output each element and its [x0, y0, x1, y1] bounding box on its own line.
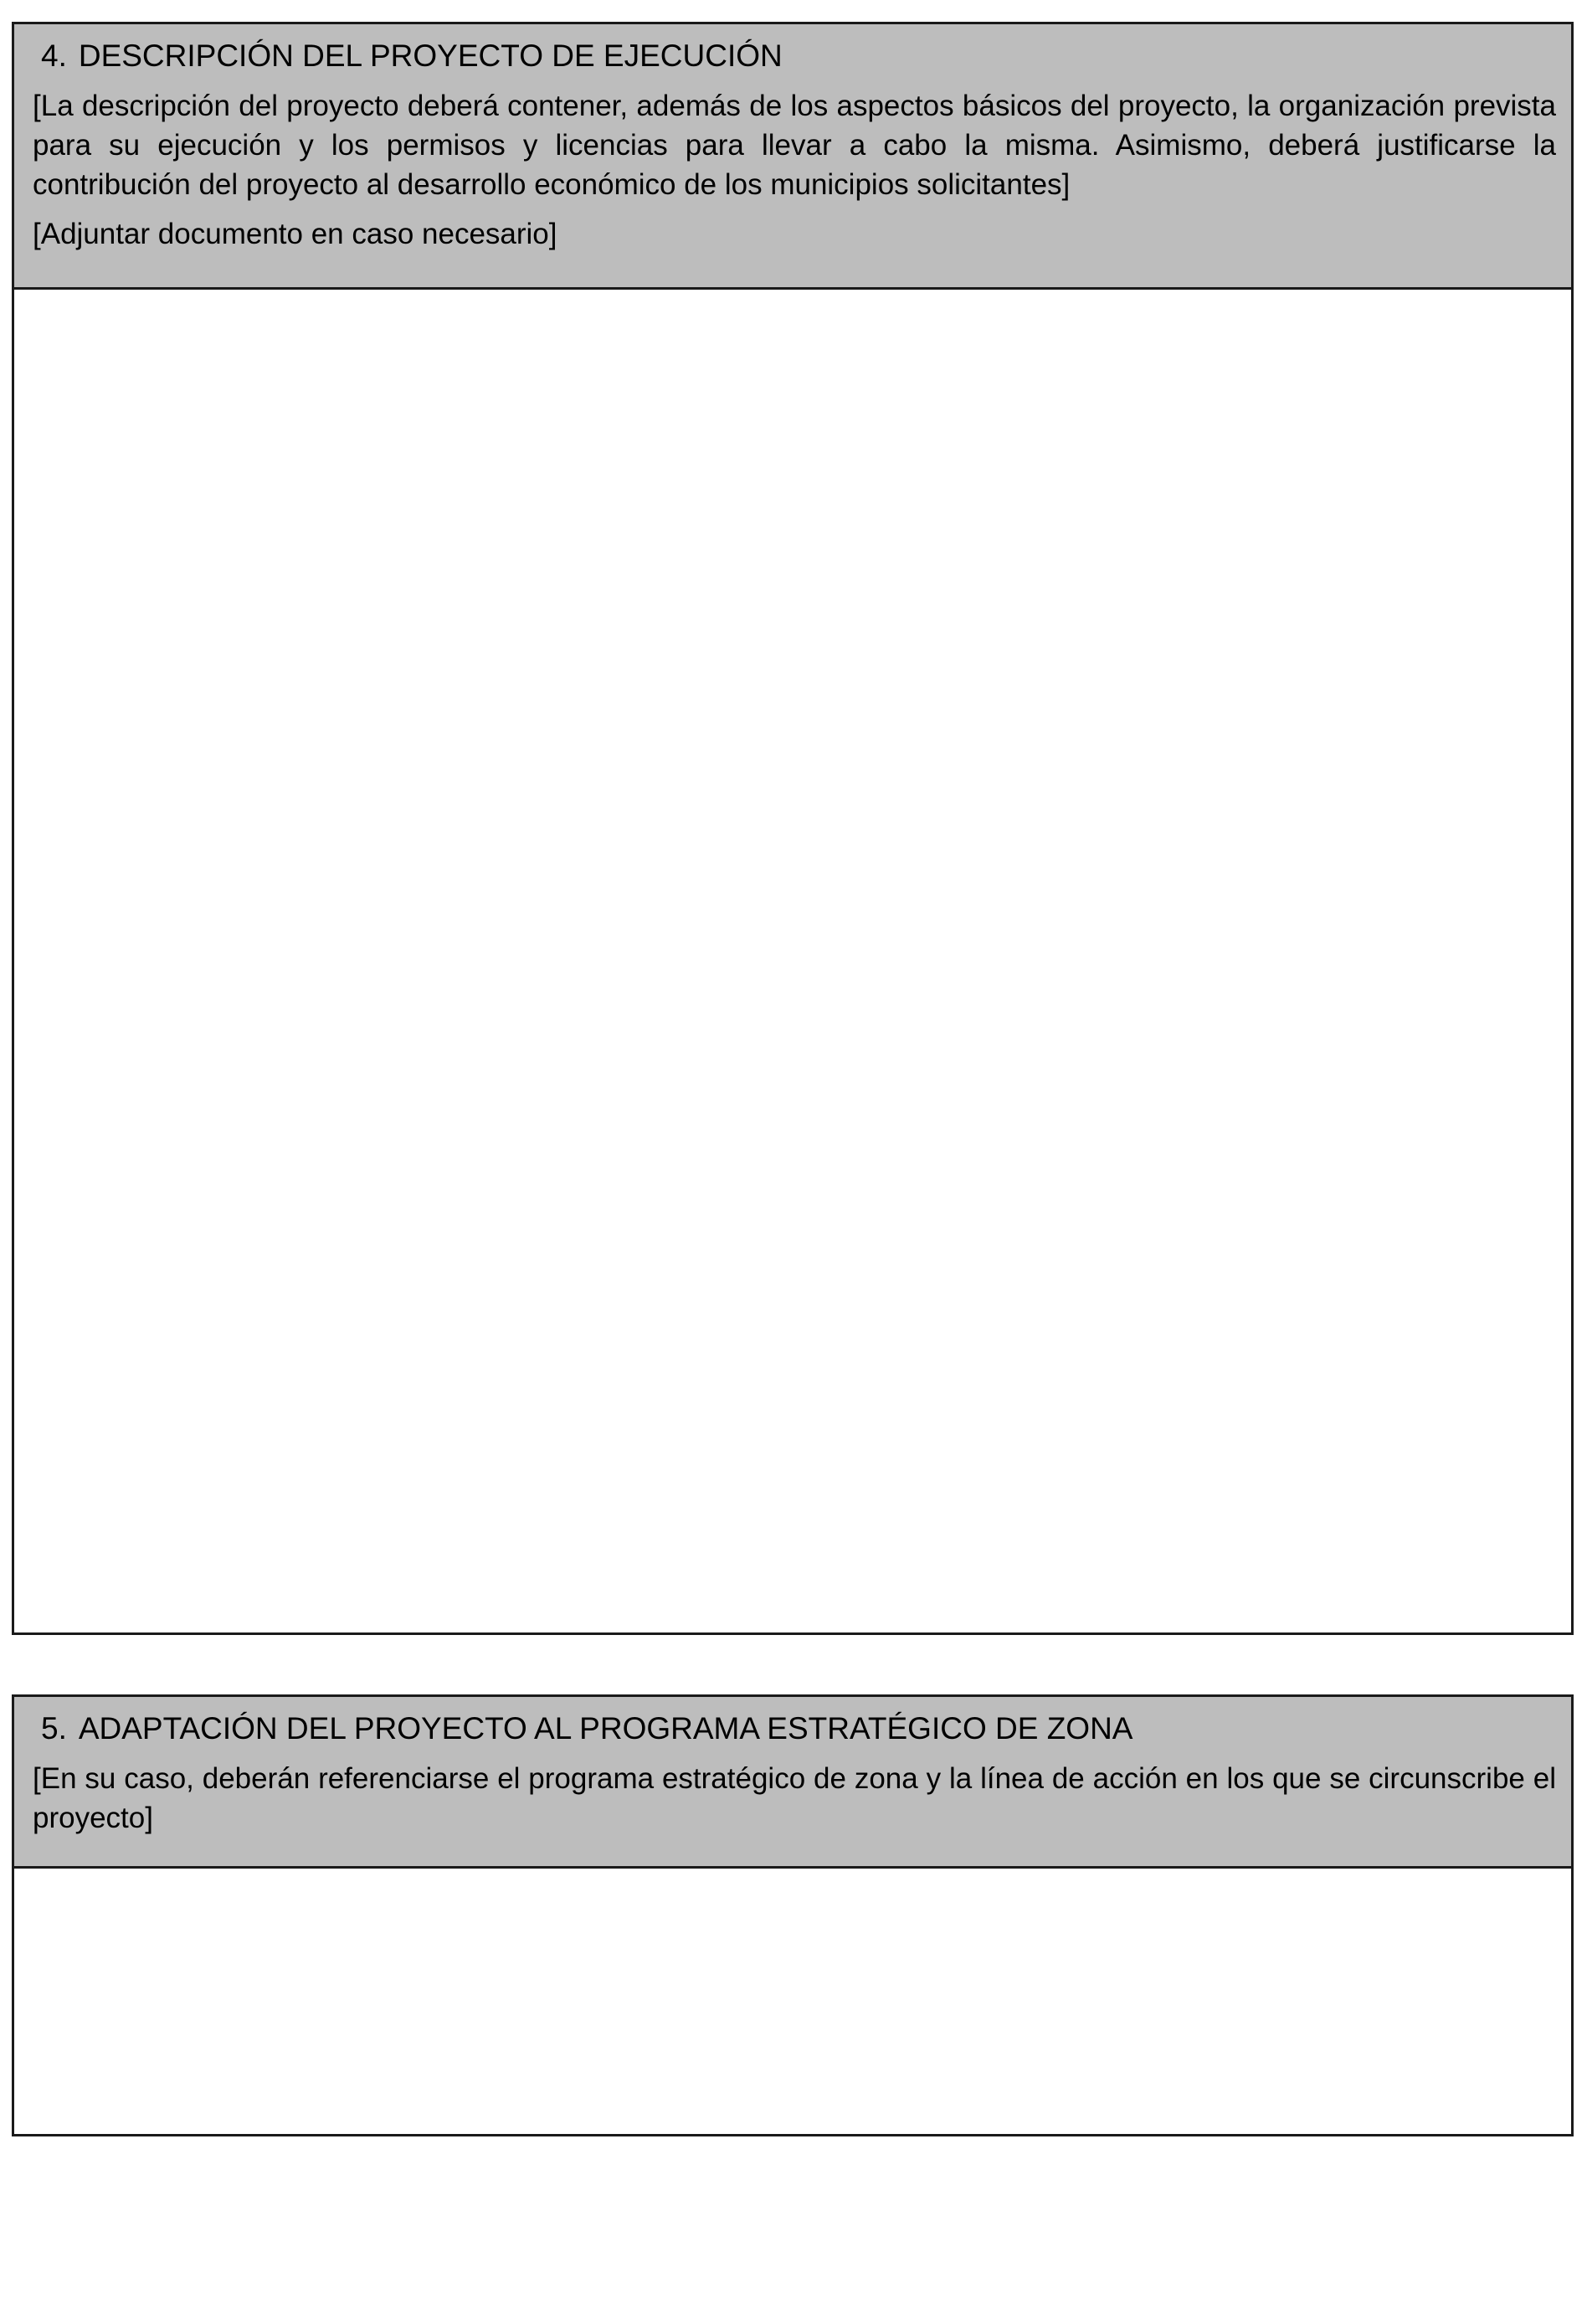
section-4-header — [14, 24, 1571, 290]
section-5-title — [41, 1710, 1556, 1747]
section-4-attachment-note: [Adjuntar documento en caso necesario] — [33, 218, 557, 250]
section-4-project-description — [12, 22, 1574, 1635]
section-4-number: 4. — [41, 39, 67, 73]
section-5-instruction: [En su caso, deberán referenciarse el programa estratégico de zona y la línea de acción en los que se circunscribe el proyecto] — [33, 1762, 1556, 1834]
section-5-answer-area[interactable] — [14, 1869, 1571, 2134]
section-5-strategic-program-adaptation — [12, 1694, 1574, 2136]
section-4-title-text: DESCRIPCIÓN DEL PROYECTO DE EJECUCIÓN — [78, 39, 783, 73]
section-5-header — [14, 1697, 1571, 1869]
section-4-answer-area[interactable] — [14, 290, 1571, 1632]
section-4-instruction: [La descripción del proyecto deberá contener, además de los aspectos básicos del proyecto, la organización prevista para su ejecución y los permisos y licencias para llevar a cabo la misma. Asimismo, deberá justificarse la contribución del proyecto al desarrollo económico de los municipios solicitantes] — [33, 90, 1556, 201]
section-4-title — [41, 38, 1556, 75]
section-5-number: 5. — [41, 1711, 67, 1746]
section-5-title-text: ADAPTACIÓN DEL PROYECTO AL PROGRAMA ESTRATÉGICO DE ZONA — [78, 1711, 1133, 1746]
